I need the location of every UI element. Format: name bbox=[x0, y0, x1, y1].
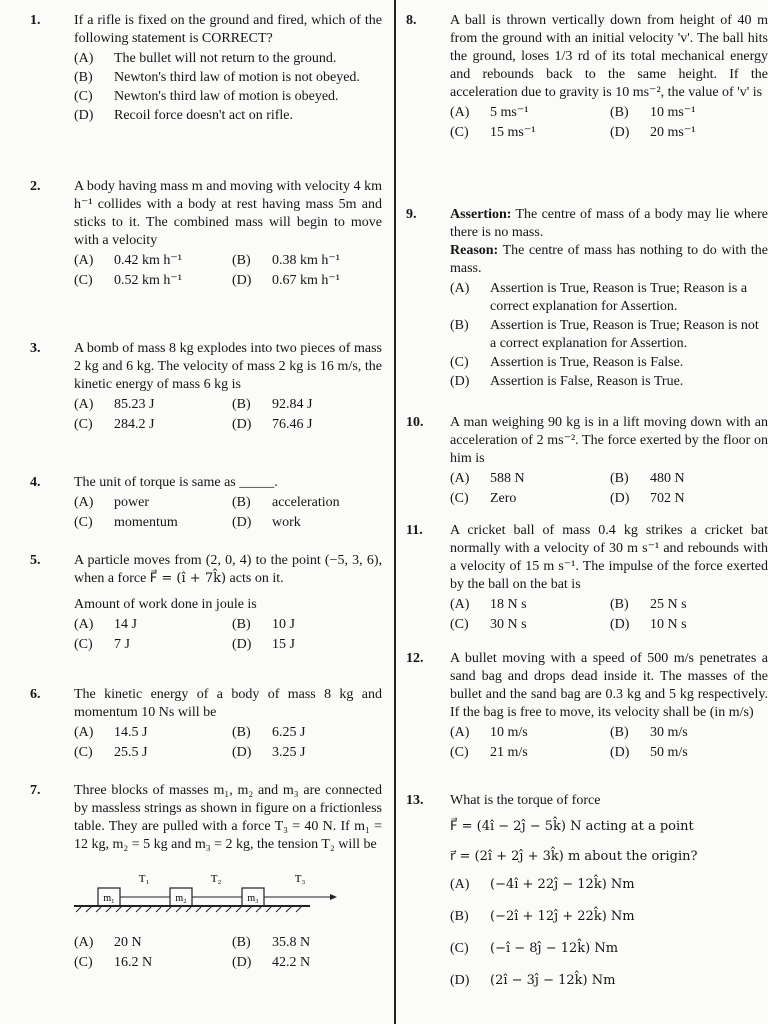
option-d[interactable]: (D) 0.67 km h⁻¹ bbox=[232, 273, 340, 288]
question-6 bbox=[30, 686, 382, 762]
reason-text: The centre of mass has nothing to do with the mass. bbox=[450, 243, 768, 276]
option-a[interactable]: (A) Assertion is True, Reason is True; Reason is a correct explanation for Assertion. bbox=[450, 281, 748, 314]
option-a[interactable]: (A) (−4î + 22ĵ − 12k̂) Nm bbox=[450, 877, 635, 892]
option-d[interactable]: (D) 10 N s bbox=[610, 617, 687, 632]
option-c[interactable]: (C) Assertion is True, Reason is False. bbox=[450, 355, 684, 370]
option-b[interactable]: (B) 92.84 J bbox=[232, 397, 313, 412]
option-a[interactable]: (A) power bbox=[74, 495, 149, 510]
option-c[interactable]: (C) 16.2 N bbox=[74, 955, 153, 970]
force-vector: F⃗ = (4î − 2ĵ − 5k̂) N acting at a point bbox=[450, 819, 694, 834]
question-5 bbox=[30, 552, 382, 654]
question-number: 7. bbox=[30, 783, 41, 798]
tension-label-t2: T₂ bbox=[210, 873, 222, 885]
column-divider bbox=[394, 0, 396, 1024]
question-1 bbox=[30, 12, 382, 126]
options bbox=[74, 50, 382, 125]
question-number: 9. bbox=[406, 207, 417, 222]
question-2 bbox=[30, 178, 382, 290]
options bbox=[450, 104, 768, 142]
option-a[interactable]: (A) 0.42 km h⁻¹ bbox=[74, 253, 182, 268]
option-a[interactable]: (A) 85.23 J bbox=[74, 397, 155, 412]
position-vector: r⃗ = (2î + 2ĵ + 3k̂) m about the origin? bbox=[450, 849, 698, 864]
option-a[interactable]: (A) 14 J bbox=[74, 617, 137, 632]
question-number: 4. bbox=[30, 475, 41, 490]
option-a[interactable]: (A) 10 m/s bbox=[450, 725, 528, 740]
blocks-figure bbox=[74, 868, 344, 920]
option-d[interactable]: (D) 3.25 J bbox=[232, 745, 306, 760]
option-d[interactable]: (D) 20 ms⁻¹ bbox=[610, 125, 696, 140]
question-number: 10. bbox=[406, 415, 424, 430]
question-text: A man weighing 90 kg is in a lift moving down with an acceleration of 2 ms⁻². The force exerted by the floor on him is bbox=[450, 415, 768, 466]
question-text: A body having mass m and moving with velocity 4 km h⁻¹ collides with a body at rest having mass 5m and sticks to it. The combined mass will begin to move with a velocity bbox=[74, 179, 382, 248]
reason-label: Reason: bbox=[450, 243, 499, 258]
option-c[interactable]: (C) 30 N s bbox=[450, 617, 527, 632]
option-d[interactable]: (D) 42.2 N bbox=[232, 955, 311, 970]
option-a[interactable]: (A) 18 N s bbox=[450, 597, 527, 612]
option-b[interactable]: (B) 0.38 km h⁻¹ bbox=[232, 253, 340, 268]
assertion-label: Assertion: bbox=[450, 207, 512, 222]
options bbox=[74, 494, 382, 532]
question-number: 2. bbox=[30, 179, 41, 194]
question-text: A bomb of mass 8 kg explodes into two pieces of mass 2 kg and 6 kg. The velocity of mass 2 kg is 16 m/s, the kinetic energy of mass 6 kg is bbox=[74, 341, 382, 392]
question-text: A ball is thrown vertically down from height of 40 m from the ground with an initial velocity 'v'. The ball hits the ground, loses 1/3 rd of its total mechanical energy and rebounds back to the same height. If the acceleration due to gravity is 10 ms⁻², the value of 'v' is bbox=[450, 13, 768, 100]
option-d[interactable]: (D) 702 N bbox=[610, 491, 685, 506]
option-d[interactable]: (D) 76.46 J bbox=[232, 417, 313, 432]
question-7 bbox=[30, 782, 382, 972]
option-a[interactable]: (A) 14.5 J bbox=[74, 725, 148, 740]
option-b[interactable]: (B) Newton's third law of motion is not obeyed. bbox=[74, 70, 360, 85]
options bbox=[74, 396, 382, 434]
option-c[interactable]: (C) momentum bbox=[74, 515, 178, 530]
options bbox=[450, 724, 768, 762]
question-10 bbox=[406, 414, 768, 508]
option-c[interactable]: (C) 21 m/s bbox=[450, 745, 528, 760]
question-9 bbox=[406, 206, 768, 392]
question-number: 13. bbox=[406, 793, 424, 808]
question-12 bbox=[406, 650, 768, 762]
question-number: 5. bbox=[30, 553, 41, 568]
question-3 bbox=[30, 340, 382, 434]
option-b[interactable]: (B) 10 J bbox=[232, 617, 295, 632]
block-label-m3: m₃ bbox=[247, 893, 259, 904]
option-d[interactable]: (D) 50 m/s bbox=[610, 745, 688, 760]
option-c[interactable]: (C) Zero bbox=[450, 491, 517, 506]
option-c[interactable]: (C) Newton's third law of motion is obeyed. bbox=[74, 89, 339, 104]
option-b[interactable]: (B) Assertion is True, Reason is True; Reason is not a correct explanation for Assertion. bbox=[450, 318, 759, 351]
options bbox=[74, 616, 382, 654]
question-text: A cricket ball of mass 0.4 kg strikes a cricket bat normally with a velocity of 30 m s⁻¹ and rebounds with a velocity of 15 m s⁻¹. The impulse of the force exerted by the ball on the bat is bbox=[450, 523, 768, 592]
question-number: 6. bbox=[30, 687, 41, 702]
option-b[interactable]: (B) 480 N bbox=[610, 471, 685, 486]
arrow-icon bbox=[330, 894, 337, 900]
tension-label-t1: T₁ bbox=[138, 873, 150, 885]
option-b[interactable]: (B) 6.25 J bbox=[232, 725, 306, 740]
question-text: A bullet moving with a speed of 500 m/s penetrates a sand bag and drops dead inside it. The masses of the bullet and the sand bag are 0.3 kg and 5 kg respectively. If the bag is free to move, its velocity shall be (in m/s) bbox=[450, 651, 768, 720]
option-b[interactable]: (B) 35.8 N bbox=[232, 935, 311, 950]
question-text: Three blocks of masses m₁, m₂ and m₃ are connected by massless strings as shown in figure on a frictionless table. They are pulled with a force T₃ = 40 N. If m₁ = 12 kg, m₂ = 5 kg and m₃ = 2 kg, the tension T₂ will be bbox=[74, 783, 382, 852]
right-column bbox=[400, 0, 768, 1024]
tension-label-t3: T₃ bbox=[294, 873, 306, 885]
question-text: If a rifle is fixed on the ground and fired, which of the following statement is CORRECT? bbox=[74, 13, 382, 46]
option-a[interactable]: (A) 588 N bbox=[450, 471, 525, 486]
option-a[interactable]: (A) 5 ms⁻¹ bbox=[450, 105, 529, 120]
question-number: 1. bbox=[30, 13, 41, 28]
question-11 bbox=[406, 522, 768, 634]
question-text: The unit of torque is same as _____. bbox=[74, 475, 278, 490]
question-13 bbox=[406, 792, 768, 991]
block-label-m2: m₂ bbox=[175, 893, 187, 904]
question-number: 8. bbox=[406, 13, 417, 28]
option-d[interactable]: (D) Assertion is False, Reason is True. bbox=[450, 374, 684, 389]
option-c[interactable]: (C) 7 J bbox=[74, 637, 130, 652]
option-b[interactable]: (B) (−2î + 12ĵ + 22k̂) Nm bbox=[450, 909, 635, 924]
question-text: The kinetic energy of a body of mass 8 kg and momentum 10 Ns will be bbox=[74, 687, 382, 720]
option-b[interactable]: (B) 10 ms⁻¹ bbox=[610, 105, 696, 120]
options bbox=[450, 876, 768, 990]
question-text: What is the torque of force F⃗ = (4î − 2ĵ − 5k̂) N acting at a point r⃗ = (2î + 2ĵ + 3k̂) m about the origin? bbox=[450, 792, 768, 866]
option-a[interactable]: (A) The bullet will not return to the ground. bbox=[74, 51, 337, 66]
option-d[interactable]: (D) (2î − 3ĵ − 12k̂) Nm bbox=[450, 973, 616, 988]
option-d[interactable]: (D) 15 J bbox=[232, 637, 295, 652]
options bbox=[74, 934, 382, 972]
block-label-m1: m₁ bbox=[103, 893, 115, 904]
options bbox=[74, 724, 382, 762]
question-4 bbox=[30, 474, 382, 532]
question-number: 3. bbox=[30, 341, 41, 356]
options bbox=[450, 280, 768, 391]
option-c[interactable]: (C) 284.2 J bbox=[74, 417, 155, 432]
option-b[interactable]: (B) acceleration bbox=[232, 495, 340, 510]
option-c[interactable]: (C) (−î − 8ĵ − 12k̂) Nm bbox=[450, 941, 619, 956]
options bbox=[450, 470, 768, 508]
question-text bbox=[450, 206, 768, 278]
option-d[interactable]: (D) work bbox=[232, 515, 301, 530]
question-number: 11. bbox=[406, 523, 423, 538]
option-c[interactable]: (C) 15 ms⁻¹ bbox=[450, 125, 536, 140]
force-vector: F⃗ = (î + 7k̂) bbox=[149, 571, 227, 586]
option-b[interactable]: (B) 30 m/s bbox=[610, 725, 688, 740]
question-text: A particle moves from (2, 0, 4) to the point (−5, 3, 6), when a force F⃗ = (î + 7k̂) acts on it. Amount of work done in joule is bbox=[74, 553, 382, 612]
options bbox=[74, 252, 382, 290]
assertion-text: The centre of mass of a body may lie where there is no mass. bbox=[450, 207, 768, 240]
option-c[interactable]: (C) 0.52 km h⁻¹ bbox=[74, 273, 182, 288]
option-d[interactable]: (D) Recoil force doesn't act on rifle. bbox=[74, 108, 294, 123]
option-b[interactable]: (B) 25 N s bbox=[610, 597, 687, 612]
option-c[interactable]: (C) 25.5 J bbox=[74, 745, 148, 760]
blocks-diagram bbox=[74, 868, 382, 926]
options bbox=[450, 596, 768, 634]
question-8 bbox=[406, 12, 768, 142]
question-number: 12. bbox=[406, 651, 424, 666]
option-a[interactable]: (A) 20 N bbox=[74, 935, 142, 950]
